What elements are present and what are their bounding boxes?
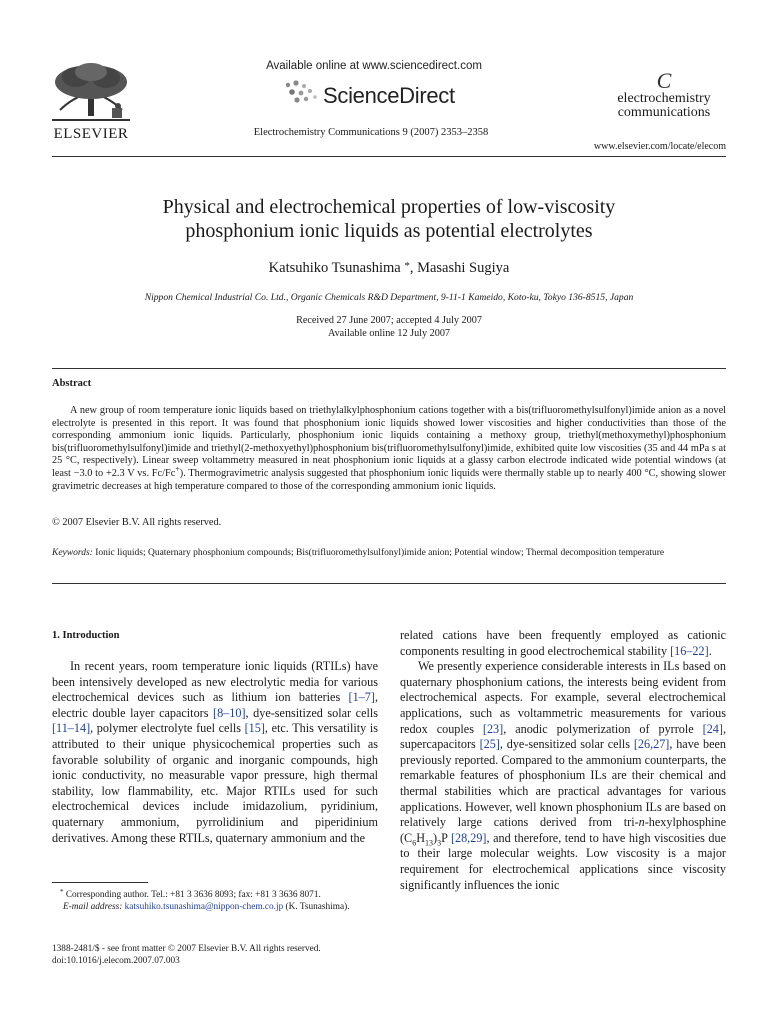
intro-p1-c: , dye-sensitized solar cells xyxy=(245,705,378,720)
keywords xyxy=(52,547,726,559)
keywords-text: Ionic liquids; Quaternary phosphonium compounds; Bis(trifluoromethylsulfonyl)imide anion; Potential window; Thermal decomposition temperature xyxy=(95,548,665,558)
footnote-contact: Corresponding author. Tel.: +81 3 3636 8093; fax: +81 3 3636 8071. xyxy=(65,890,321,900)
abstract-top-divider xyxy=(52,368,726,369)
journal-url-link[interactable]: www.elsevier.com/locate/elecom xyxy=(593,141,726,152)
abstract-heading: Abstract xyxy=(52,378,92,389)
journal-name-line2: communications xyxy=(617,105,711,120)
footnote-email-tail: (K. Tsunashima). xyxy=(283,902,350,913)
sciencedirect-wordmark: ScienceDirect xyxy=(323,83,455,108)
right-p1-g: , and therefore, tend to have high viscosities due to their large molecular weights. Low viscosity is a major requirement for electrochemical applications since viscosity significantly influences the ionic xyxy=(400,830,726,892)
elsevier-tree-logo xyxy=(48,62,134,124)
footnote-line-2 xyxy=(52,901,378,913)
intro-p1-e: , etc. This versatility is attributed to their unique physicochemical properties such as favorable solubility of organic and inorganic compounds, high ionic conductivity, no measurable vapor pressure, high thermal stability, low flammability, etc. Major RTILs used for such electrochemical devices include imidazolium, pyridinium, quaternary ammonium, pyrrolidinium and piperidinium derivatives. Among these RTILs, quaternary ammonium and the xyxy=(52,721,378,845)
footnote-divider xyxy=(52,882,148,883)
italic-n: n xyxy=(638,815,645,830)
ref-link[interactable]: [28,29] xyxy=(450,830,487,845)
doi-line: doi:10.1016/j.elecom.2007.07.003 xyxy=(52,956,180,967)
right-para-2 xyxy=(400,659,726,893)
author-1[interactable]: Katsuhiko Tsunashima xyxy=(268,260,401,276)
right-column-body xyxy=(400,628,726,893)
subscript: 6 xyxy=(412,838,417,848)
affiliation: Nippon Chemical Industrial Co. Ltd., Organic Chemicals R&D Department, 9-11-1 Kameido, Koto-ku, Tokyo 136-8515, Japan xyxy=(144,292,634,303)
sciencedirect-dots-logo xyxy=(282,80,322,106)
keywords-label: Keywords: xyxy=(52,548,93,558)
author-2[interactable]: , Masashi Sugiya xyxy=(409,260,510,276)
authors xyxy=(52,260,726,277)
footnote-line-1 xyxy=(52,886,378,901)
ref-link[interactable]: [8–10] xyxy=(213,705,246,720)
article-title-line1: Physical and electrochemical properties of low-viscosity xyxy=(162,196,616,218)
journal-url[interactable] xyxy=(560,141,726,152)
intro-p1-a: In recent years, room temperature ionic liquids (RTILs) have been intensively developed as new electrolytic media for various electrochemical devices such as lithium ion batteries xyxy=(52,659,378,705)
available-date: Available online 12 July 2007 xyxy=(327,327,451,339)
issn-line: 1388-2481/$ - see front matter © 2007 Elsevier B.V. All rights reserved. xyxy=(52,944,321,954)
ref-link[interactable]: [25] xyxy=(479,737,500,752)
journal-logo-icon: C xyxy=(656,68,672,93)
subscript: 13 xyxy=(425,838,433,848)
abstract-text-b: ). Thermogravimetric analysis suggested that phosphonium ionic liquids were thermally stable up to nearly 400 °C, showing slower gravimetric decreases at high temperature compared to those of the corresponding ammonium ionic liquids. xyxy=(52,467,726,492)
right-p1-b: , anodic polymerization of pyrrole xyxy=(503,721,703,736)
abstract-text-sup: + xyxy=(175,464,180,474)
right-p0-b: . xyxy=(708,643,712,658)
right-p1-d: , dye-sensitized solar cells xyxy=(499,737,634,752)
article-title xyxy=(52,195,726,243)
header-divider xyxy=(52,156,726,157)
right-p1-e: , have been previously reported. Compared to the ammonium counterparts, the remarkable features of phosphonium ILs are their chemical and thermal stabilities which are practical advantages for various applications. However, well known phosphonium ILs are based on relatively large cations derived from tri- xyxy=(400,737,726,830)
ref-link[interactable]: [16–22] xyxy=(670,643,709,658)
email-link[interactable]: katsuhiko.tsunashima@nippon-chem.co.jp xyxy=(124,902,284,913)
abstract-copyright: © 2007 Elsevier B.V. All rights reserved. xyxy=(52,517,222,528)
formula-close: ) xyxy=(433,830,438,845)
intro-p1-d: , polymer electrolyte fuel cells xyxy=(90,721,245,736)
formula-p: P xyxy=(441,830,451,845)
intro-p1-b: , electric double layer capacitors xyxy=(52,690,378,720)
formula-h: H xyxy=(416,830,425,845)
received-date: Received 27 June 2007; accepted 4 July 2007 xyxy=(296,315,482,326)
left-column-body xyxy=(52,659,378,846)
corresponding-mark[interactable]: * xyxy=(404,260,410,272)
right-p1-f: -hexylphosphine (C xyxy=(400,815,726,845)
section-heading-introduction: 1. Introduction xyxy=(52,630,120,641)
footnote-mark: * xyxy=(60,888,64,896)
ref-link[interactable]: [23] xyxy=(482,721,504,736)
front-matter xyxy=(52,943,392,968)
abstract-bottom-divider xyxy=(52,583,726,584)
right-p0-a: related cations have been frequently employed as cationic components resulting in good electrochemical stability xyxy=(400,628,726,658)
article-dates xyxy=(52,315,726,340)
ref-link[interactable]: [15] xyxy=(244,721,265,736)
abstract-body xyxy=(52,405,726,493)
ref-link[interactable]: [1–7] xyxy=(348,690,375,705)
subscript: 3 xyxy=(437,838,442,848)
abstract-text-a: A new group of room temperature ionic liquids based on triethylalkylphosphonium cations together with a bis(trifluoromethylsulfonyl)imide anion as a novel electrolyte is presented in this report. It was found that phosphonium ionic liquids showed lower viscosities and higher conductivities than those of the corresponding ammonium ionic liquids. Particularly, phosphonium ionic liquids containing a methoxy group, triethyl(methoxymethyl)phosphonium bis(trifluoromethylsulfonyl)imide and triethyl(2-methoxyethyl)phosphonium bis(trifluoromethylsulfonyl)imide, exhibited quite low viscosities (35 and 44 mPa s at 25 °C, respectively). Linear sweep voltammetry measured in neat phosphonium ionic liquids at a glassy carbon electrode indicated wide potential windows (at least −3.0 to +2.3 V vs. Fc/Fc xyxy=(52,405,726,479)
ref-link[interactable]: [26,27] xyxy=(633,737,670,752)
article-title-line2: phosphonium ionic liquids as potential electrolytes xyxy=(185,220,593,242)
right-p1-a: We presently experience considerable interests in ILs based on quaternary phosphonium cations, the interests being evident from electrochemical aspects. For example, several electrochemical applications, such as voltammetric measurements for various redox couples xyxy=(400,659,726,736)
available-online-text: Available online at www.sciencedirect.com xyxy=(266,60,482,72)
right-para-1 xyxy=(400,628,726,659)
journal-name-line1: electrochemistry xyxy=(617,91,711,106)
journal-logo xyxy=(594,70,734,120)
publisher-name: ELSEVIER xyxy=(53,126,129,142)
journal-citation: Electrochemistry Communications 9 (2007) 2353–2358 xyxy=(253,127,489,138)
footnote xyxy=(52,886,378,913)
ref-link[interactable]: [11–14] xyxy=(52,721,91,736)
right-p1-c: , supercapacitors xyxy=(400,721,726,752)
footnote-email-label: E-mail address: xyxy=(63,902,123,913)
ref-link[interactable]: [24] xyxy=(702,721,723,736)
